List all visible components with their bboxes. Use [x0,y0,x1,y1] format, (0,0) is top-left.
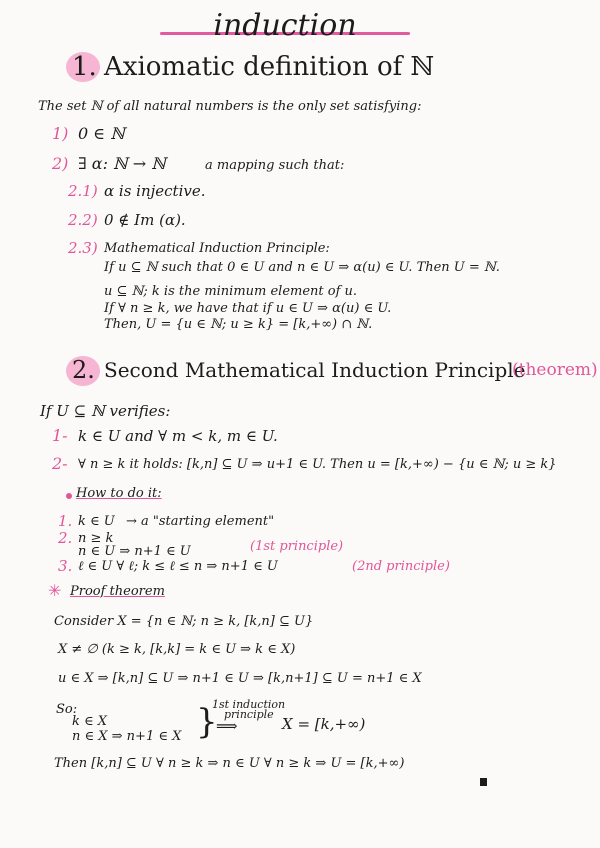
proof-label: Proof theorem [70,584,165,599]
proof-line-1: Consider X = {n ∈ ℕ; n ≥ k, [k,n] ⊆ U} [54,614,314,629]
howto-bullet [66,493,72,499]
s1-item2-note: a mapping such that: [205,158,345,173]
step1-text: k ∈ U [78,514,115,529]
section1-intro: The set ℕ of all natural numbers is the only set satisfying: [38,99,422,114]
section1-heading: Axiomatic definition of ℕ [104,52,435,82]
section2-number: 2. [72,356,95,384]
s1-item1-text: 0 ∈ ℕ [78,124,125,143]
so-label: So: [56,702,78,717]
s1-sub2-num: 2.2) [68,211,98,229]
principle-line-2: u ⊆ ℕ; k is the minimum element of u. [104,284,358,299]
step2-text2: n ∈ U ⇒ n+1 ∈ U [78,544,191,559]
implies-arrow-icon: ⟹ [216,717,238,735]
page-title: induction [213,8,357,43]
proof-star-icon: ✳ [48,581,62,600]
s1-item2-text: ∃ α: ℕ → ℕ [78,154,166,173]
section2-heading: Second Mathematical Induction Principle [104,358,526,382]
so-arrow-label-1: 1st induction [212,698,286,711]
s1-sub1-text: α is injective. [104,182,206,200]
principle-line-3: If ∀ n ≥ k, we have that if u ∈ U ⇒ α(u) ∈ U. [104,301,392,316]
proof-line-3: u ∈ X ⇒ [k,n] ⊆ U ⇒ n+1 ∈ U ⇒ [k,n+1] ⊆ U = n+1 ∈ X [58,671,422,686]
principle-line-1: If u ⊆ ℕ such that 0 ∈ U and n ∈ U ⇒ α(u) ∈ U. Then U = ℕ. [104,260,500,275]
step1-note: → a "starting element" [126,514,275,529]
so-arrow-label-2: principle [224,708,274,721]
section2-heading-note: (theorem) [512,360,598,380]
step2-num: 2. [58,529,73,547]
principle-line-4: Then, U = {u ∈ ℕ; u ≥ k} = [k,+∞) ∩ ℕ. [104,317,373,332]
qed-mark [480,778,487,786]
so-brace: } [196,702,218,742]
title-block [160,8,410,48]
section2-intro: If U ⊆ ℕ verifies: [40,402,171,420]
s2-item1-num: 1- [52,426,68,445]
step3-note: (2nd principle) [352,559,450,574]
s1-sub3-text: Mathematical Induction Principle: [104,241,330,256]
step2-note: (1st principle) [250,539,344,554]
section1-number: 1. [72,52,97,82]
s2-item2-num: 2- [52,454,68,473]
s1-sub2-text: 0 ∉ Im (α). [104,211,186,229]
s1-sub3-num: 2.3) [68,239,98,257]
final-line: Then [k,n] ⊆ U ∀ n ≥ k ⇒ n ∈ U ∀ n ≥ k ⇒ U = [k,+∞) [54,756,405,771]
s1-sub1-num: 2.1) [68,182,98,200]
proof-line-2: X ≠ ∅ (k ≥ k, [k,k] = k ∈ U ⇒ k ∈ X) [58,642,296,657]
s2-item2-text: ∀ n ≥ k it holds: [k,n] ⊆ U ⇒ u+1 ∈ U. Then u = [k,+∞) − {u ∈ ℕ; u ≥ k} [78,457,557,472]
s2-item1-text: k ∈ U and ∀ m < k, m ∈ U. [78,427,278,445]
step3-num: 3. [58,557,73,575]
s1-item2-num: 2) [52,154,69,173]
so-line-1: k ∈ X [72,714,108,729]
s1-item1-num: 1) [52,124,69,143]
step3-text: ℓ ∈ U ∀ ℓ; k ≤ ℓ ≤ n ⇒ n+1 ∈ U [78,559,278,574]
step2-text: n ≥ k [78,531,114,546]
so-line-2: n ∈ X ⇒ n+1 ∈ X [72,729,182,744]
howto-label: How to do it: [76,486,162,501]
so-result: X = [k,+∞) [282,715,366,733]
step1-num: 1. [58,512,73,530]
